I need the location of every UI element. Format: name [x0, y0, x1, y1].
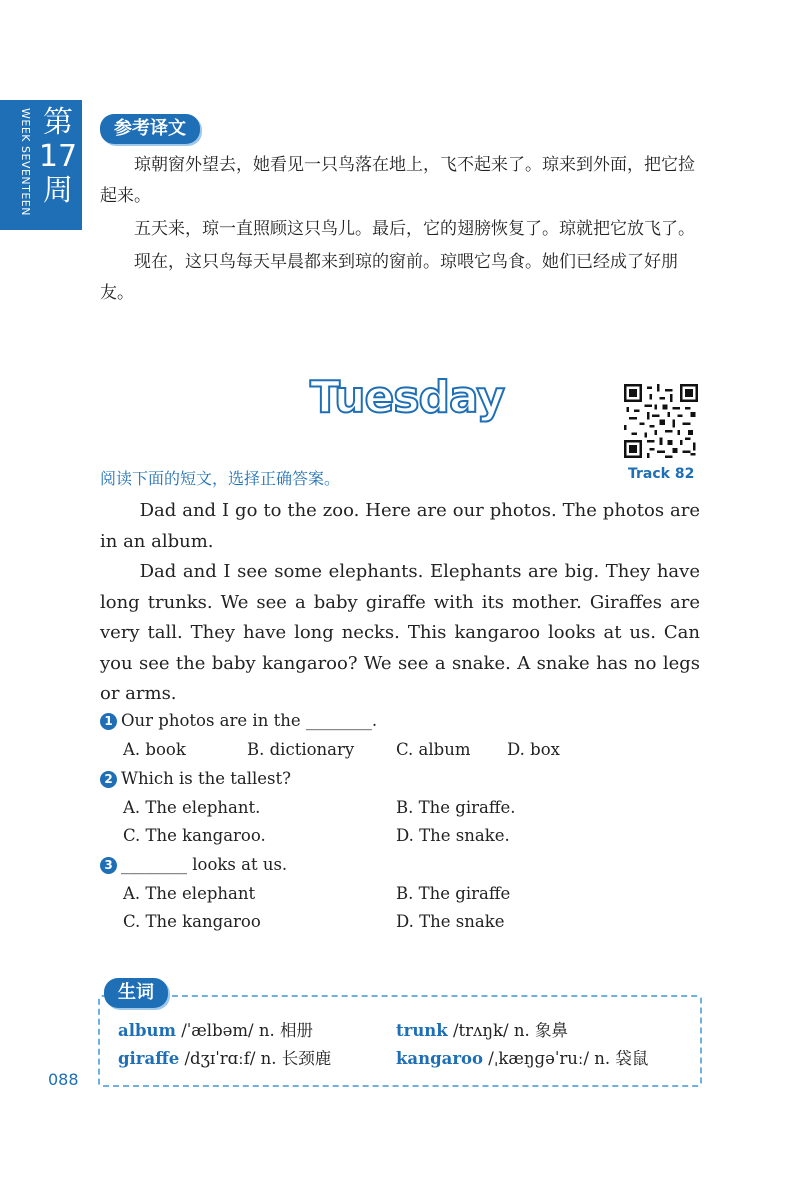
question-number: 2: [100, 771, 117, 788]
vocab-entry: [396, 1017, 568, 1041]
week-number-label: 第17周: [38, 105, 78, 208]
passage-paragraph: Dad and I go to the zoo. Here are our photos. The photos are in an album.: [100, 500, 700, 552]
option[interactable]: B. dictionary: [247, 740, 355, 759]
passage-paragraph: Dad and I see some elephants. Elephants are big. They have long trunks. We see a baby giraffe with its mother. Giraffes are very tall. They have long necks. This kangaroo looks at us. Can you see the baby kangaroo? We see a snake. A snake has no legs or arms.: [100, 561, 700, 704]
vocab-entry: [396, 1045, 648, 1069]
vocab-entry: [118, 1017, 313, 1041]
question-text: Our photos are in the ________.: [121, 711, 378, 730]
vocabulary-badge: 生词: [104, 978, 168, 1008]
option[interactable]: A. The elephant.: [123, 798, 261, 817]
option[interactable]: C. album: [396, 740, 471, 759]
vocab-definition: /ˌkæŋɡəˈruː/ n. 袋鼠: [483, 1049, 649, 1068]
vocab-word: album: [118, 1021, 176, 1040]
day-title: Tuesday: [310, 372, 505, 423]
instruction: 阅读下面的短文，选择正确答案。: [100, 469, 341, 488]
vocab-definition: /trʌŋk/ n. 象鼻: [447, 1021, 568, 1040]
question-3: [100, 855, 287, 874]
option[interactable]: C. The kangaroo: [123, 912, 261, 931]
translation-paragraph: 五天来，琼一直照顾这只鸟儿。最后，它的翅膀恢复了。琼就把它放飞了。: [134, 219, 695, 239]
question-text: Which is the tallest?: [121, 769, 291, 788]
option[interactable]: A. book: [123, 740, 186, 759]
translation-badge: 参考译文: [100, 114, 200, 144]
option[interactable]: D. The snake.: [396, 826, 510, 845]
track-label: Track 82: [628, 466, 695, 482]
option[interactable]: A. The elephant: [123, 884, 256, 903]
translation-text: [100, 150, 700, 311]
question-number: 3: [100, 857, 117, 874]
option[interactable]: B. The giraffe: [396, 884, 511, 903]
option[interactable]: D. The snake: [396, 912, 505, 931]
option[interactable]: C. The kangaroo.: [123, 826, 266, 845]
translation-paragraph: 琼朝窗外望去，她看见一只鸟落在地上，飞不起来了。琼来到外面，把它捡起来。: [100, 155, 695, 206]
question-1: [100, 711, 377, 730]
vocab-word: trunk: [396, 1021, 448, 1040]
vocab-definition: /dʒɪˈrɑːf/ n. 长颈鹿: [179, 1049, 332, 1068]
vocab-word: kangaroo: [396, 1049, 484, 1068]
qr-code-icon[interactable]: [624, 384, 698, 458]
reading-passage: [100, 496, 700, 710]
vocabulary-box: [98, 995, 702, 1087]
question-text: ________ looks at us.: [121, 855, 288, 874]
translation-paragraph: 现在，这只鸟每天早晨都来到琼的窗前。琼喂它鸟食。她们已经成了好朋友。: [100, 252, 678, 303]
vocab-definition: /ˈælbəm/ n. 相册: [175, 1021, 313, 1040]
vocab-entry: [118, 1045, 331, 1069]
vocab-word: giraffe: [118, 1049, 180, 1068]
week-tab: [0, 100, 82, 230]
question-number: 1: [100, 713, 117, 730]
option[interactable]: B. The giraffe.: [396, 798, 516, 817]
option[interactable]: D. box: [507, 740, 560, 759]
page-number: 088: [48, 1070, 79, 1089]
week-english-label: WEEK SEVENTEEN: [19, 108, 32, 216]
question-2: [100, 769, 291, 788]
